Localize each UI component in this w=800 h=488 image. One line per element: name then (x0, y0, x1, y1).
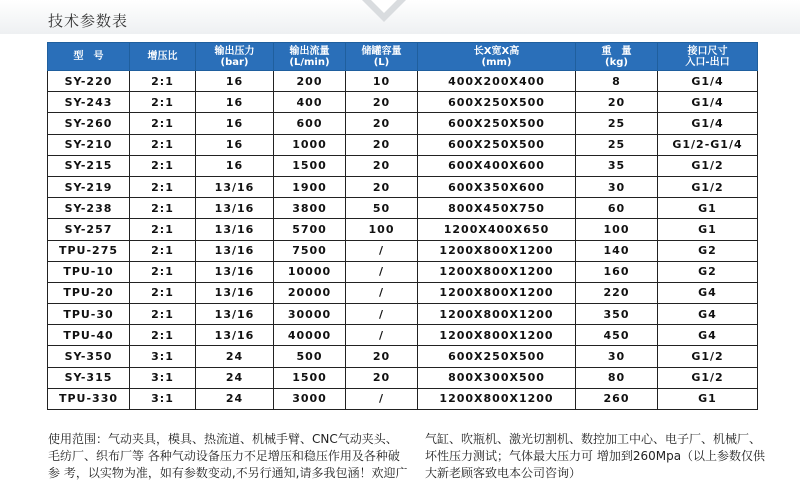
cell-model: SY-260 (48, 113, 130, 134)
cell-weight: 35 (576, 155, 658, 176)
cell-port: G1/2 (658, 176, 758, 197)
cell-flow: 1000 (274, 134, 346, 155)
column-header-line: (bar) (220, 56, 249, 68)
cell-pressure: 24 (196, 367, 274, 388)
cell-tank: / (346, 304, 418, 325)
note-line: 参 考，以实物为准，如有参数变动,不另行通知,请多我包涵！欢迎广 (48, 466, 408, 480)
usage-note-left (48, 431, 407, 482)
cell-port: G1/2 (658, 155, 758, 176)
cell-flow: 500 (274, 346, 346, 367)
cell-port: G2 (658, 240, 758, 261)
cell-ratio: 2:1 (130, 198, 196, 219)
column-header-line: 接口尺寸 (687, 45, 728, 57)
cell-flow: 3800 (274, 198, 346, 219)
cell-pressure: 16 (196, 155, 274, 176)
cell-weight: 140 (576, 240, 658, 261)
cell-tank: / (346, 261, 418, 282)
column-header-line: (mm) (481, 56, 512, 68)
cell-tank: 100 (346, 219, 418, 240)
cell-ratio: 2:1 (130, 261, 196, 282)
cell-ratio: 2:1 (130, 92, 196, 113)
cell-tank: 20 (346, 346, 418, 367)
cell-dimensions: 600X400X600 (418, 155, 576, 176)
cell-ratio: 2:1 (130, 240, 196, 261)
column-header-line: 输出流量 (289, 45, 330, 57)
cell-model: TPU-30 (48, 304, 130, 325)
cell-dimensions: 1200X800X1200 (418, 304, 576, 325)
table-row (48, 261, 758, 282)
cell-port: G1/4 (658, 92, 758, 113)
cell-model: SY-238 (48, 198, 130, 219)
cell-pressure: 13/16 (196, 240, 274, 261)
cell-port: G2 (658, 261, 758, 282)
column-header (576, 43, 658, 71)
cell-port: G1 (658, 388, 758, 409)
column-header (274, 43, 346, 71)
column-header-line: 型 号 (73, 51, 104, 62)
table-row (48, 92, 758, 113)
cell-port: G4 (658, 304, 758, 325)
cell-flow: 600 (274, 113, 346, 134)
cell-pressure: 24 (196, 388, 274, 409)
cell-weight: 25 (576, 134, 658, 155)
cell-ratio: 2:1 (130, 304, 196, 325)
cell-model: SY-210 (48, 134, 130, 155)
cell-pressure: 13/16 (196, 198, 274, 219)
note-line: 使用范围：气动夹具，模具、热流道、机械手臂、CNC气动夹头、 (48, 432, 398, 446)
table-row (48, 134, 758, 155)
cell-tank: 20 (346, 92, 418, 113)
table-header-row (48, 43, 758, 71)
cell-dimensions: 1200X800X1200 (418, 282, 576, 303)
column-header-line: 重 量 (601, 45, 632, 57)
cell-pressure: 13/16 (196, 261, 274, 282)
cell-tank: 50 (346, 198, 418, 219)
cell-dimensions: 1200X800X1200 (418, 325, 576, 346)
cell-weight: 100 (576, 219, 658, 240)
cell-port: G1/2 (658, 346, 758, 367)
cell-model: SY-220 (48, 71, 130, 92)
cell-model: SY-219 (48, 176, 130, 197)
note-line: 坏性压力测试；气体最大压力可 增加到260Mpa（以上参数仅供 (425, 449, 766, 463)
cell-ratio: 2:1 (130, 219, 196, 240)
cell-ratio: 2:1 (130, 155, 196, 176)
cell-tank: / (346, 325, 418, 346)
cell-weight: 350 (576, 304, 658, 325)
cell-tank: 20 (346, 176, 418, 197)
cell-pressure: 13/16 (196, 325, 274, 346)
table-row (48, 155, 758, 176)
column-header-line: 长X宽X高 (473, 45, 520, 57)
cell-weight: 30 (576, 346, 658, 367)
cell-model: TPU-330 (48, 388, 130, 409)
cell-flow: 10000 (274, 261, 346, 282)
column-header (346, 43, 418, 71)
cell-port: G1 (658, 219, 758, 240)
cell-flow: 40000 (274, 325, 346, 346)
cell-tank: 20 (346, 113, 418, 134)
cell-model: TPU-10 (48, 261, 130, 282)
cell-model: SY-315 (48, 367, 130, 388)
column-header (196, 43, 274, 71)
cell-weight: 30 (576, 176, 658, 197)
cell-model: SY-215 (48, 155, 130, 176)
cell-tank: 20 (346, 155, 418, 176)
cell-ratio: 3:1 (130, 388, 196, 409)
cell-weight: 260 (576, 388, 658, 409)
cell-dimensions: 800X450X750 (418, 198, 576, 219)
cell-flow: 400 (274, 92, 346, 113)
cell-dimensions: 800X300X500 (418, 367, 576, 388)
cell-tank: 10 (346, 71, 418, 92)
cell-dimensions: 600X250X500 (418, 134, 576, 155)
column-header-line: 增压比 (147, 51, 178, 62)
cell-dimensions: 400X200X400 (418, 71, 576, 92)
cell-tank: / (346, 388, 418, 409)
cell-tank: / (346, 240, 418, 261)
note-line: 气缸、吹瓶机、激光切割机、数控加工中心、电子厂、机械厂、 (425, 432, 762, 446)
cell-flow: 7500 (274, 240, 346, 261)
column-header-line: 入口-出口 (685, 56, 730, 68)
cell-pressure: 16 (196, 92, 274, 113)
column-header-line: (kg) (605, 56, 628, 68)
column-header (418, 43, 576, 71)
column-header-line: 储罐容量 (361, 45, 402, 57)
cell-pressure: 13/16 (196, 304, 274, 325)
note-line: 大新老顾客致电本公司咨询） (425, 466, 582, 480)
cell-pressure: 13/16 (196, 282, 274, 303)
table-row (48, 240, 758, 261)
table-row (48, 219, 758, 240)
table-row (48, 325, 758, 346)
cell-dimensions: 600X350X600 (418, 176, 576, 197)
column-header-line: (L) (373, 56, 390, 68)
cell-flow: 3000 (274, 388, 346, 409)
cell-dimensions: 600X250X500 (418, 113, 576, 134)
cell-dimensions: 1200X800X1200 (418, 240, 576, 261)
column-header (130, 43, 196, 71)
cell-ratio: 3:1 (130, 346, 196, 367)
cell-pressure: 16 (196, 134, 274, 155)
column-header-line: (L/min) (289, 56, 330, 68)
cell-flow: 30000 (274, 304, 346, 325)
cell-port: G4 (658, 325, 758, 346)
cell-weight: 60 (576, 198, 658, 219)
cell-weight: 20 (576, 92, 658, 113)
cell-weight: 220 (576, 282, 658, 303)
cell-dimensions: 600X250X500 (418, 346, 576, 367)
cell-model: SY-243 (48, 92, 130, 113)
cell-ratio: 2:1 (130, 282, 196, 303)
cell-model: TPU-40 (48, 325, 130, 346)
table-row (48, 176, 758, 197)
cell-tank: 20 (346, 134, 418, 155)
cell-model: SY-257 (48, 219, 130, 240)
table-body (48, 71, 758, 410)
cell-pressure: 24 (196, 346, 274, 367)
cell-port: G4 (658, 282, 758, 303)
cell-pressure: 13/16 (196, 176, 274, 197)
cell-flow: 1500 (274, 367, 346, 388)
table-row (48, 388, 758, 409)
cell-port: G1/2 (658, 367, 758, 388)
table-row (48, 282, 758, 303)
cell-pressure: 16 (196, 71, 274, 92)
table-row (48, 113, 758, 134)
cell-tank: 20 (346, 367, 418, 388)
column-header (48, 43, 130, 71)
cell-port: G1/4 (658, 71, 758, 92)
note-line: 毛纺厂、织布厂等 各种气动设备压力不足增压和稳压作用及各种破 (48, 449, 400, 463)
cell-flow: 1900 (274, 176, 346, 197)
cell-flow: 200 (274, 71, 346, 92)
cell-ratio: 2:1 (130, 176, 196, 197)
usage-note-right (425, 431, 765, 482)
corner-decoration-inner (371, 0, 397, 13)
cell-tank: / (346, 282, 418, 303)
cell-weight: 160 (576, 261, 658, 282)
cell-ratio: 2:1 (130, 113, 196, 134)
cell-flow: 5700 (274, 219, 346, 240)
table-row (48, 198, 758, 219)
cell-ratio: 2:1 (130, 134, 196, 155)
cell-port: G1/2-G1/4 (658, 134, 758, 155)
column-header (658, 43, 758, 71)
cell-model: TPU-20 (48, 282, 130, 303)
table-row (48, 367, 758, 388)
table-row (48, 71, 758, 92)
cell-port: G1 (658, 198, 758, 219)
spec-table (47, 42, 758, 410)
cell-pressure: 16 (196, 113, 274, 134)
column-header-line: 输出压力 (214, 45, 255, 57)
cell-port: G1/4 (658, 113, 758, 134)
cell-dimensions: 1200X800X1200 (418, 388, 576, 409)
cell-dimensions: 1200X800X1200 (418, 261, 576, 282)
table-row (48, 346, 758, 367)
cell-model: SY-350 (48, 346, 130, 367)
cell-weight: 450 (576, 325, 658, 346)
cell-model: TPU-275 (48, 240, 130, 261)
cell-flow: 1500 (274, 155, 346, 176)
cell-pressure: 13/16 (196, 219, 274, 240)
cell-ratio: 2:1 (130, 71, 196, 92)
cell-flow: 20000 (274, 282, 346, 303)
cell-weight: 8 (576, 71, 658, 92)
table-row (48, 304, 758, 325)
cell-weight: 25 (576, 113, 658, 134)
cell-dimensions: 1200X400X650 (418, 219, 576, 240)
cell-weight: 80 (576, 367, 658, 388)
page-title: 技术参数表 (48, 12, 129, 30)
cell-ratio: 3:1 (130, 367, 196, 388)
cell-ratio: 2:1 (130, 325, 196, 346)
cell-dimensions: 600X250X500 (418, 92, 576, 113)
